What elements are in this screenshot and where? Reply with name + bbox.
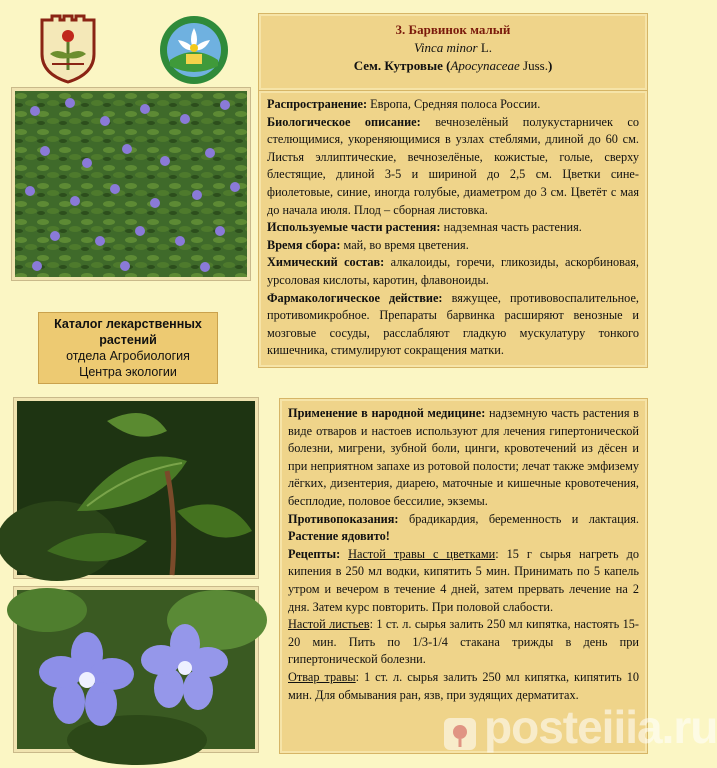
catalog-center: Центра экологии [79, 365, 177, 379]
header-panel [258, 13, 648, 91]
pharm-text: вяжущее, противовоспалительное, противомикробное. Препараты барвинка расширяют венозные и мозговые сосуды, расслабляют гладкую мускулатуру тонкого кишечника, стимулируют сокращения матки. [267, 290, 640, 358]
pharm-label: Фармакологическое действие: [267, 290, 443, 305]
family-author: Juss. [523, 58, 548, 73]
poison-warning: Растение ядовито! [288, 529, 390, 544]
bio-text: вечнозелёный полукустарничек со стелющимися, укореняющимися в узлах стеблями, длиной до 60 см. Листья эллиптические, вечнозелёные, кожистые, голые, сверху блестящие, длиной 3-5 и шириной до 2,5 см. Цветки сине-фиолетовые, синие, иногда голубые, диаметром до 3 см. Цветёт с мая до начала июля. Плод – сборная листовка. [267, 114, 640, 217]
recipe1-title: Настой травы с цветками [348, 546, 496, 561]
catalog-department: отдела Агробиология [66, 349, 190, 363]
distribution-paragraph [267, 96, 639, 114]
recipes-label: Рецепты: [288, 546, 341, 561]
parts-paragraph [267, 219, 639, 237]
parts-text: надземная часть растения. [443, 220, 582, 235]
recipe3-paragraph: Отвар травы: 1 ст. л. сырья залить 250 мл кипятка, кипятить 10 мин. Для обмывания ран, язв, при зудящих дерматитах. [288, 669, 640, 702]
recipe3-text: 1 ст. л. сырья залить 250 мл кипятка, кипятить 10 мин. Для обмывания ран, язв, при зудящих дерматитах. [288, 669, 640, 702]
recipe2-paragraph: Настой листьев: 1 ст. л. сырья залить 250 мл кипятка, настоять 15-20 мин. Пить по 1/3-1/4 стакана трижды в день при гипертонической болезни. [288, 617, 640, 667]
watermark [440, 700, 717, 760]
periwinkle-groundcover-photo [12, 88, 250, 280]
pharm-paragraph [267, 290, 639, 360]
contra-text: брадикардия, беременность и лактация. [408, 511, 639, 526]
catalog-title: Каталог лекарственных растений [54, 317, 202, 347]
time-paragraph [267, 237, 639, 255]
time-label: Время сбора: [267, 237, 341, 252]
description-panel [258, 90, 648, 368]
watermark-pin-icon [440, 711, 480, 751]
recipe1-paragraph: Рецепты: Настой травы с цветками: 15 г сырья нагреть до кипения в 250 мл водки, кипятить 5 мин. Принимать по 5 капель утром и вечером в течение 4 дней, затем прервать лечение на 2 дня. Затем курс повторить. При половой слабости. [288, 546, 639, 614]
family-name: Сем. Кутровые [353, 58, 443, 73]
contra-label: Противопоказания: [288, 511, 399, 526]
institution-shield-logo [38, 14, 98, 84]
family-latin: Apocynaceae [450, 58, 520, 73]
chem-text: алкалоиды, горечи, гликозиды, аскорбиновая, урсоловая кислоты, каротин, флавоноиды. [267, 255, 640, 287]
ecology-center-emblem-logo [158, 14, 230, 86]
latin-author: L. [480, 40, 493, 55]
catalog-label [38, 312, 218, 384]
time-text: май, во время цветения. [343, 237, 469, 252]
folk-text: надземную часть растения в виде отваров и настоев используют для лечения гипертонической болезни, мигрени, зубной боли, цинги, кровотечений из дёсен и при неприятном запахе из ротовой полости; лечат также эмфизему лёгких, дизентерия, диарею, маточные и кишечные кровотечения, бесплодие, половое бессилие, экземы. [288, 406, 639, 508]
recipe3-title: Отвар травы [288, 669, 356, 684]
latin-name-line [259, 39, 647, 57]
folk-paragraph [288, 405, 639, 511]
bio-label: Биологическое описание: [267, 114, 421, 129]
bio-paragraph [267, 114, 639, 220]
family-line: Сем. Кутровые (Apocynaceae Juss.) [353, 58, 553, 73]
watermark-text: posteiiia.ru [484, 701, 717, 753]
chem-label: Химический состав: [267, 255, 385, 270]
chem-paragraph [267, 254, 639, 289]
periwinkle-flowers-photo [14, 587, 258, 752]
contra-paragraph [288, 511, 639, 546]
recipe2-text: 1 ст. л. сырья залить 250 мл кипятка, настоять 15-20 мин. Пить по 1/3-1/4 стакана трижды в день при гипертонической болезни. [288, 617, 640, 667]
latin-name: Vinca minor [413, 40, 478, 55]
recipe1-text: 15 г сырья нагреть до кипения в 250 мл водки, кипятить 5 мин. Принимать по 5 капель утром и вечером в течение 4 дней, затем прервать лечение на 2 дня. Затем курс повторить. При половой слабости. [288, 546, 639, 614]
recipe2-title: Настой листьев [288, 617, 370, 632]
periwinkle-leaves-photo [14, 398, 258, 578]
plant-title: 3. Барвинок малый [395, 22, 511, 37]
folk-label: Применение в народной медицине: [288, 406, 486, 420]
parts-label: Используемые части растения: [267, 220, 441, 235]
distribution-text: Европа, Средняя полоса России. [370, 97, 541, 111]
distribution-label: Распространение: [267, 97, 368, 111]
